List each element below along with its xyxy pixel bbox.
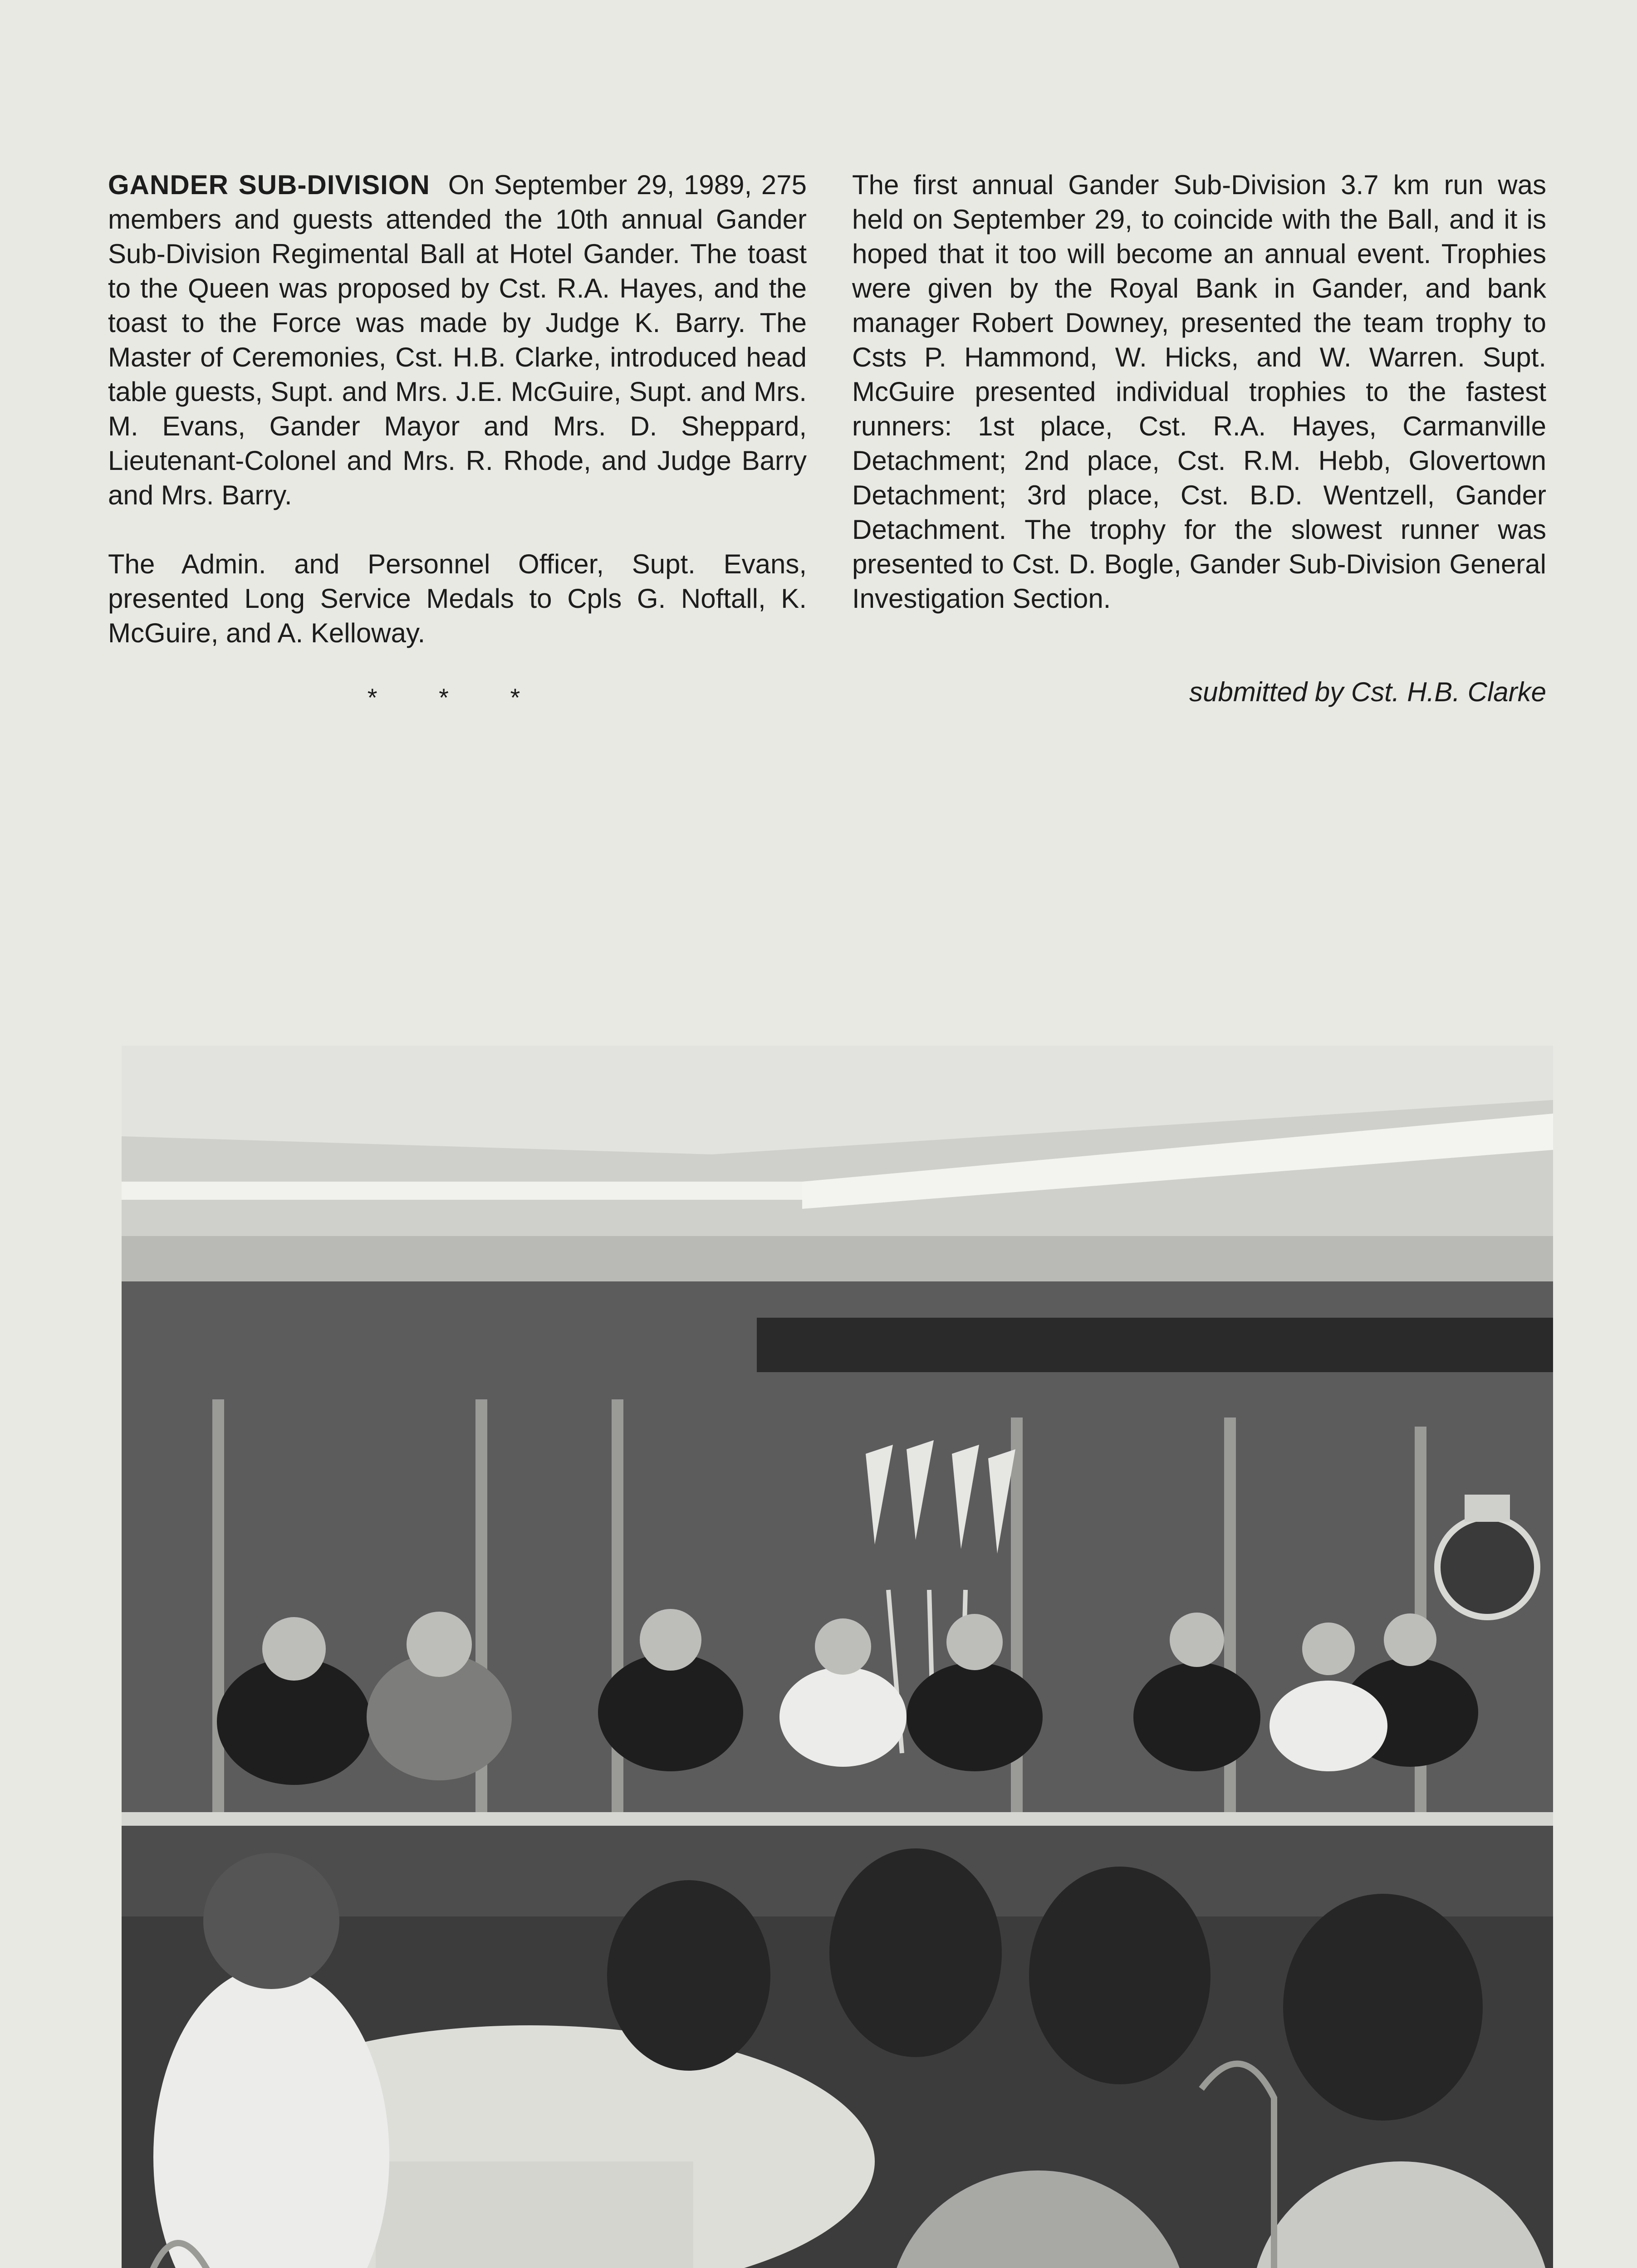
section-heading: GANDER SUB-DIVISION — [108, 170, 430, 200]
medals-paragraph: The Admin. and Personnel Officer, Supt. Evans, presented Long Service Medals to Cpls G. Noftall, K. McGuire, and A. Kelloway. — [108, 549, 807, 648]
run-paragraph: The first annual Gander Sub-Division 3.7 km run was held on September 29, to coincide with the Ball, and it is hoped that it too will become an annual event. Trophies were given by the Royal Bank in Gander, and bank manager Robert Downey, presented the team trophy to Csts P. Hammond, W. Hicks, and W. Warren. Supt. McGuire presented individual trophies to the fastest runners: 1st place, Cst. R.A. Hayes, Carmanville Detachment; 2nd place, Cst. R.M. Hebb, Glovertown Detachment; 3rd place, Cst. B.D. Wentzell, Gander Detachment. The trophy for the slowest runner was presented to Cst. D. Bogle, Gander Sub-Division General Investigation Section. — [852, 170, 1546, 614]
right-column — [852, 168, 1546, 709]
section-separator: * * * — [367, 683, 548, 712]
byline: submitted by Cst. H.B. Clarke — [1189, 677, 1546, 707]
ball-photograph — [122, 1046, 1553, 2268]
left-column — [108, 168, 807, 715]
lead-paragraph — [108, 168, 807, 513]
lead-text: On September 29, 1989, 275 members and guests attended the 10th annual Gander Sub-Division Regimental Ball at Hotel Gander. The toast to the Queen was proposed by Cst. R.A. Hayes, and the toast to the Force was made by Judge K. Barry. The Master of Ceremonies, Cst. H.B. Clarke, introduced head table guests, Supt. and Mrs. J.E. McGuire, Supt. and Mrs. M. Evans, Gander Mayor and Mrs. D. Sheppard, Lieutenant-Colonel and Mrs. R. Rhode, and Judge Barry and Mrs. Barry. — [108, 170, 807, 510]
photo-illustration — [122, 1046, 1553, 2268]
